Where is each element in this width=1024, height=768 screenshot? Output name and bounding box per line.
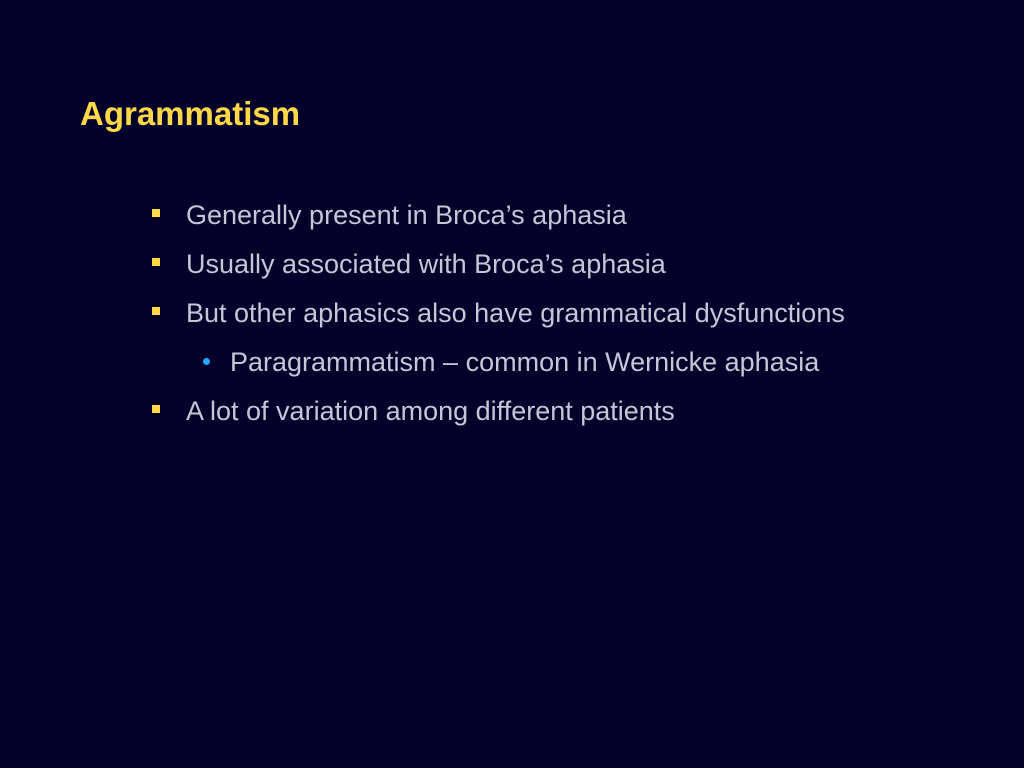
bullet-text: A lot of variation among different patients [186, 396, 675, 426]
sub-bullet-item-paragrammatism [150, 338, 1010, 387]
bullet-item-usually-associated [150, 240, 1010, 289]
bullet-item-other-aphasics [150, 289, 1010, 338]
bullet-list [150, 191, 1010, 436]
square-bullet-icon [152, 258, 160, 266]
bullet-text: Generally present in Broca’s aphasia [186, 200, 627, 230]
slide-title: Agrammatism [80, 95, 301, 133]
square-bullet-icon [152, 209, 160, 217]
bullet-text: Usually associated with Broca’s aphasia [186, 249, 666, 279]
dot-bullet-icon [203, 358, 210, 365]
bullet-text: But other aphasics also have grammatical dysfunctions [186, 298, 845, 328]
bullet-text: Paragrammatism – common in Wernicke aphasia [230, 347, 820, 377]
bullet-item-generally-present [150, 191, 1010, 240]
square-bullet-icon [152, 307, 160, 315]
square-bullet-icon [152, 405, 160, 413]
bullet-item-variation [150, 387, 1010, 436]
